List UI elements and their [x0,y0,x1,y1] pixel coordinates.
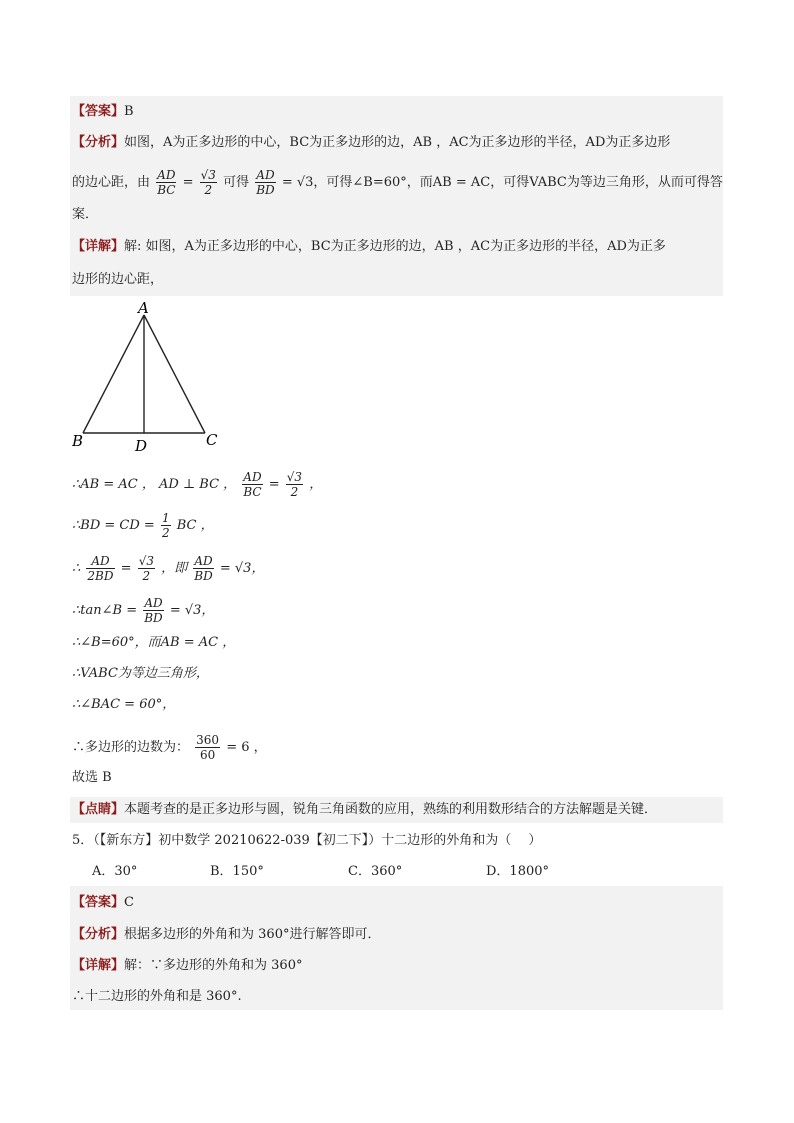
comment-text: 本题考查的是正多边形与圆，锐角三角函数的应用，熟练的利用数形结合的方法解题是关键． [124,802,658,817]
fraction-ad-over-bc: $\frac{AD}{BC}$ [157,168,176,197]
q5-detail-text-1: 解：∵多边形的外角和为 360° [124,958,303,973]
detail-tag: 【详解】 [72,239,125,254]
analysis-text-2c: ，可得∠B=60°，而AB = AC，可得VABC为等边三角形，从而可得答 [313,175,723,190]
step-8: ∴多边形的边数为： $\frac{360}{60}$ = 6 ， [72,733,267,762]
equals-sign: = [182,175,194,190]
detail-text-2: 边形的边心距， [72,272,164,287]
fraction-ad-over-bd-3: $\frac{AD}{BD}$ [144,596,163,625]
step-4: ∴tan∠B = $\frac{AD}{BD}$ = √3， [72,596,215,625]
fraction-sqrt3-over-2: $\frac{√3}{2}$ [200,168,216,197]
detail-text-1: 解: 如图，A为正多边形的中心，BC为正多边形的边，AB ，AC为正多边形的半径，AD为正多 [124,239,666,254]
q4-analysis-line1 [72,133,670,153]
q5-detail-line1 [72,956,302,976]
q4-analysis-line3 [72,205,98,225]
q5-option-d: D．1800° [486,864,550,879]
answer-tag: 【答案】 [72,104,125,119]
fraction-one-half: $\frac{1}{2}$ [161,511,170,540]
q5-analysis [72,925,380,945]
comment-tag: 【点睛】 [72,802,125,817]
step-2: ∴BD = CD = $\frac{1}{2}$ BC ， [72,511,214,540]
q4-comment [72,800,657,820]
q5-answer-tag: 【答案】 [72,895,125,910]
fraction-360-over-60: $\frac{360}{60}$ [196,733,220,762]
q5-option-c: C．360° [348,864,403,879]
q5-detail-text-2: ∴十二边形的外角和是 360°. [72,989,242,1004]
label-b: B [72,432,84,450]
step-3: ∴ $\frac{AD}{2BD}$ = $\frac{√3}{2}$ ，即 $\frac{AD}{BD}$ = √3， [72,554,265,583]
step-5: ∴∠B=60°，而AB = AC ， [72,635,236,650]
q5-option-a: A．30° [92,864,138,879]
q5-detail-tag: 【详解】 [72,958,125,973]
q5-option-b: B．150° [210,864,264,879]
label-d: D [135,437,148,455]
figure-background [72,300,218,450]
q5-detail-line2 [72,987,242,1007]
analysis-tag: 【分析】 [72,135,125,150]
fraction-sqrt3-over-2-3: $\frac{√3}{2}$ [138,554,154,583]
fraction-ad-over-2bd: $\frac{AD}{2BD}$ [87,554,114,583]
choice-line: 故选 B [72,770,112,785]
q5-analysis-tag: 【分析】 [72,927,125,942]
q5-stem: 5．（【新东方】初中数学 20210622-039【初二下】）十二边形的外角和为（ ） [72,833,542,848]
label-c: C [206,431,218,449]
equals-sqrt3: = √3 [281,175,314,190]
step-6: ∴VABC为等边三角形， [72,666,209,681]
triangle-figure [72,300,218,455]
q5-analysis-text: 根据多边形的外角和为 360°进行解答即可． [124,927,381,942]
fraction-ad-over-bd: $\frac{AD}{BD}$ [256,168,275,197]
step-1: ∴AB = AC ， AD ⊥ BC ， $\frac{AD}{BC}$ = $\frac{√3}{2}$ ， [72,470,323,499]
q5-answer-value: C [124,895,134,910]
fraction-ad-over-bc-2: $\frac{AD}{BC}$ [243,470,262,499]
analysis-text-1: 如图，A为正多边形的中心，BC为正多边形的边，AB ，AC为正多边形的半径，AD为正多边形 [124,135,671,150]
q4-detail-line1 [72,237,666,257]
analysis-text-2b: 可得 [223,175,250,190]
analysis-text-2a: 的边心距，由 [72,175,151,190]
q4-answer [72,102,134,122]
label-a: A [138,300,149,317]
analysis-text-3: 案． [72,207,99,222]
q4-detail-line2 [72,270,163,290]
answer-value: B [124,104,134,119]
step-7: ∴∠BAC = 60°， [72,697,176,712]
fraction-ad-over-bd-2: $\frac{AD}{BD}$ [194,554,213,583]
q5-answer [72,893,134,913]
fraction-sqrt3-over-2-2: $\frac{√3}{2}$ [286,470,303,499]
q4-analysis-line2 [72,168,723,197]
